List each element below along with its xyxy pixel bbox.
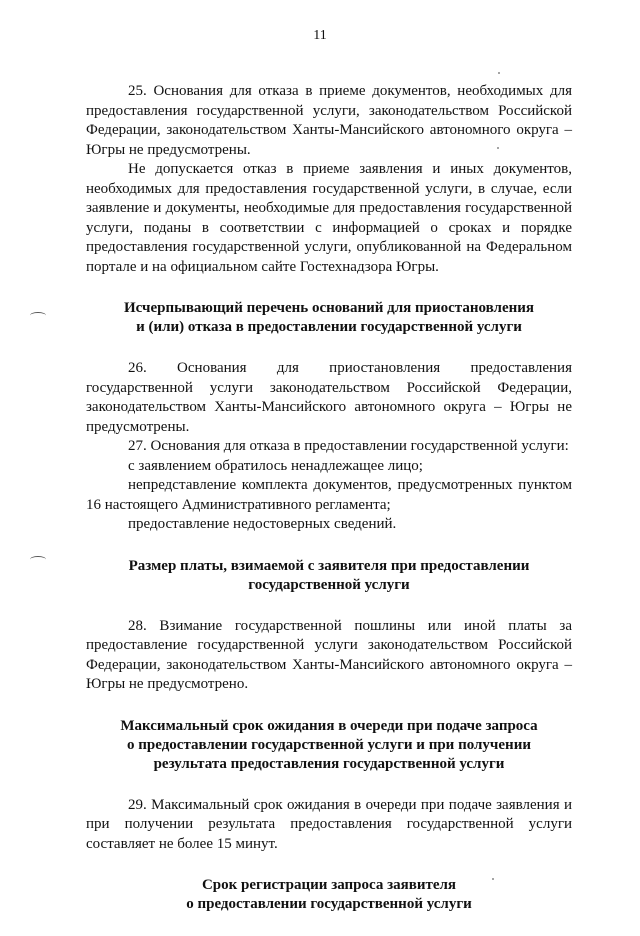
- scan-speck: [498, 72, 500, 74]
- page-number: 11: [313, 28, 327, 43]
- list-item: непредставление комплекта документов, предусмотренных пунктом 16 настоящего Административного регламента;: [86, 477, 572, 513]
- section-heading-grounds: [86, 299, 572, 337]
- heading-line: Максимальный срок ожидания в очереди при подаче запроса: [120, 717, 538, 734]
- list-item: с заявлением обратилось ненадлежащее лицо;: [128, 457, 423, 474]
- scan-mark: [30, 312, 46, 319]
- heading-line: о предоставлении государственной услуги: [186, 896, 472, 912]
- paragraph-27: 27. Основания для отказа в предоставлении государственной услуги:: [128, 438, 569, 454]
- document-body: [86, 82, 572, 936]
- heading-line: и (или) отказа в предоставлении государственной услуги: [136, 319, 522, 335]
- heading-line: Исчерпывающий перечень оснований для приостановления: [123, 300, 535, 316]
- paragraph-26: 26. Основания для приостановления предоставления государственной услуги законодательством Российской Федерации, законодательством Ханты-Мансийского автономного округа – Югры не предусмотрены.: [86, 360, 572, 435]
- section-heading-fee: [86, 557, 572, 595]
- heading-line: государственной услуги: [248, 576, 410, 593]
- list-item: предоставление недостоверных сведений.: [128, 516, 397, 532]
- paragraph-28: 28. Взимание государственной пошлины или иной платы за предоставление государственной услуги законодательством Российской Федерации, законодательством Ханты-Мансийского автономного округа – Югры не предусмотрено.: [86, 617, 572, 692]
- section-heading-registration: [86, 876, 572, 914]
- section-heading-queue: [86, 717, 572, 774]
- paragraph-25: 25. Основания для отказа в приеме документов, необходимых для предоставления государственной услуги, законодательством Российской Федерации, законодательством Ханты-Мансийского автономного округа – Югры не предусмотрены.: [86, 83, 572, 158]
- paragraph-29: 29. Максимальный срок ожидания в очереди при подаче заявления и при получении результата предоставления государственной услуги составляет не более 15 минут.: [86, 796, 572, 852]
- heading-line: о предоставлении государственной услуги и при получении: [127, 736, 531, 753]
- heading-line: результата предоставления государственной услуги: [153, 755, 505, 772]
- heading-line: Размер платы, взимаемой с заявителя при предоставлении: [128, 557, 530, 574]
- paragraph-no-refusal: Не допускается отказ в приеме заявления и иных документов, необходимых для предоставления государственной услуги, в случае, если заявление и документы, необходимые для предоставления государственной услуги, поданы в соответствии с информацией о сроках и порядке предоставления государственной услуги, опубликованной на Федеральном портале и на официальном сайте Гостехнадзора Югры.: [86, 161, 572, 275]
- heading-line: Срок регистрации запроса заявителя: [201, 877, 457, 893]
- scan-mark: [30, 556, 46, 563]
